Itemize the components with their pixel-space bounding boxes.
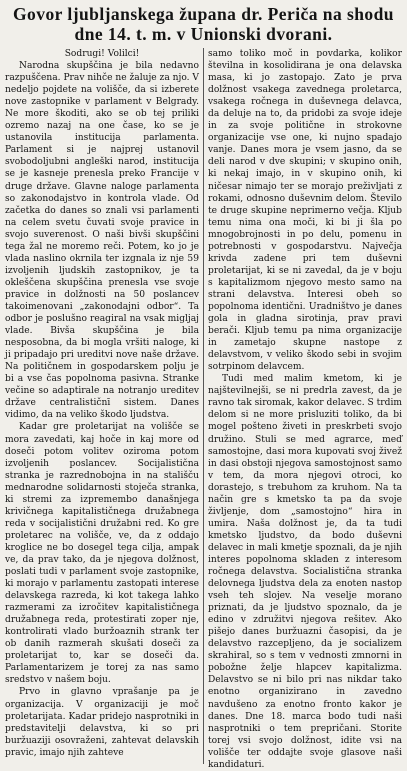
paragraph: Kadar gre proletarijat na volišče se mora zavedati, kaj hoče in kaj more od doseči potom volitev oziroma potom izvoljenih poslancev. Socijalistična stranka je razrednobojna in na stališču mednarodne solidarnosti stoječa stranka, ki stremi za izpremembo današnjega krivičnega kapitalističnega družabnega reda v socijalistični družabni red. Ko gre proletarec na volišče, ve, da z oddajo kroglice ne bo dosegel tega cilja, ampak ve, da prav tako, da je njegova dolžnost, poslati tudi v parlament svoje zastopnike, ki morajo v parlamentu zastopati interese delavskega razreda, ki kot takega lahko razmerami za izročitev kapitalističnega družabnega reda, protestirati zoper nje, kontrolirati vlado buržoaznih strank ter ob danih razmerah skušati doseči za proletarijat to, kar se doseči da. Parlamentarizem je torej za nas samo sredstvo v našem boju. [5,422,199,686]
article-title: Govor ljubljanskega župana dr. Periča na shodu dne 14. t. m. v Unionski dvorani. [13,4,394,44]
paragraph: Prvo in glavno vprašanje pa je organizacija. V organizaciji je moč proletarijata. Kadar pridejo nasprotniki in predstavitelji delavstva, ki so pri buržuaziji osovraženi, zahtevat delavskih pravic, imajo njih zahteve [5,687,199,758]
right-column [208,48,402,770]
paragraph: Narodna skupščina je bila nedavno razpuščena. Prav nihče ne žaluje za njo. V nedeljo pojdete na volišče, da si izberete nove zastopnike v parlament v Belgrady. Ne more škoditi, ako se ob tej priliki ozremo nazaj na one čase, ko se je ustanovila institucija parlamenta. Parlament si je najprej ustanovil svobodoljubni angleški narod, institucija se je kasneje prenesla preko Francije v druge države. Glavne naloge parlamenta so zakonodajstvo in kontrola vlade. Od začetka do danes so znali vsi parlamenti na celem svetu čuvati svoje pravice in svojo suverenost. O naši bivši skupščini tega žal ne moremo reči. Potem, ko jo je vlada naslino okrnila ter izgnala iz nje 59 izvoljenih ljudskih zastopnikov, je ta okleščena skupščina prenesla vse svoje pravice in dolžnosti na 50 poslancev takoimenovani „zakonodajni odbor“. Ta odbor je poslušno reagiral na vsak migljaj vlade. Bivša skupščina je bila nesposobna, da bi mogla vršiti naloge, ki ji pripadajo pri ureditvi nove naše države. Na političnem in gospodarskem polju je bi a vse čas popolnoma pasivna. Stranke večine so adaptirale na notranjo ureditev države centralističnī sistem. Danes vidimo, da na veliko škodo ljudstva. [5,61,199,421]
paragraph: Tudi med malim kmetom, ki je najštevilnejši, se ni predrla zavest, da je ravno tak siromak, kakor delavec. S trdim delom si ne more prisluziti toliko, da bi mogel pošteno živeti in preskrbeti svojo družino. Stuli se med agrarce, meď samostojne, dasi mora kupovati svoj živež in dasi obstoji njegova samostojnost samo v tem, da mora njegovi otroci, ko dorastejo, s trebuhom za kruhom. Na ta način gre s kmetsko ta pa da svoje življenje, dom „samostojno“ hira in umira. Naša dolžnost je, da ta tudi kmetsko ljudstvo, da bodo duševni delavec in mali kmetje spoznali, da je njih interes popolnoma skladen z interesom ročnega delavstva. Socialistična stranka delovnega ljudstva dela za enoten nastop vseh teh slojev. Na veselje morano priznati, da je ljudstvo spoznalo, da je edino v združitvi njegova rešitev. Ako pišejo danes buržuazni časopisi, da je delavstvo razcepljeno, da je socializem skrahiral, so s tem v vednosti zmnorni in pobožne želje hlapcev kapitalizma. Delavstvo se ni bilo pri nas nikdar tako enotno organizirano in zavedno navdušeno za enotno fronto kakor je danes. Dne 18. marca bodo tudi naši nasprotniki o tem prepričani. Storite torej vsi svojo dolžnost, idite vsi na volišče ter oddajte svoje glasove naši kandidaturi. [208,374,402,770]
article-body [5,48,402,770]
left-column [5,48,199,764]
paragraph: samo toliko moč in povdarka, kolikor številna in kosolidirana je ona delavska masa, ki jo zastopajo. Zato je prva dolžnost vsakega zavednega proletarca, vsakega ročnega in duševnega delavca, da deluje na to, da pridobi za svoje ideje in za svoje politične in strokovne organizacije vse one, ki nujno spadajo vanje. Danes mora je vsem jasno, da se deli narod v dve skupini; v skupino onih, ki nekaj imajo, in v skupino onih, ki ničesar nimajo ter se morajo preživljati z rokami, odnosno duševnim delom. Število te druge skupine neprimerno večja. Kljub temu nima ona moči, ki bi ji šla po mnogobrojnosti in po delu, pomenu in potrebnosti v gospodarstvu. Največja krivda zadene pri tem duševni proletarijat, ki se ni zavedal, da je v boju s kapitalizmom njegovo mesto samo na strani delavstva. Interesi obeh so popolnoma identični. Uradništvo je danes gola in gladna sirotinja, prav pravi berači. Kljub temu pa nima organizacije in zametajo skupne nastope z delavstvom, v veliko škodo sebi in svojim sotrpinom delavcem. [208,49,402,373]
column-divider [203,48,204,764]
greeting: Sodrugi! Volilci! [64,49,140,59]
